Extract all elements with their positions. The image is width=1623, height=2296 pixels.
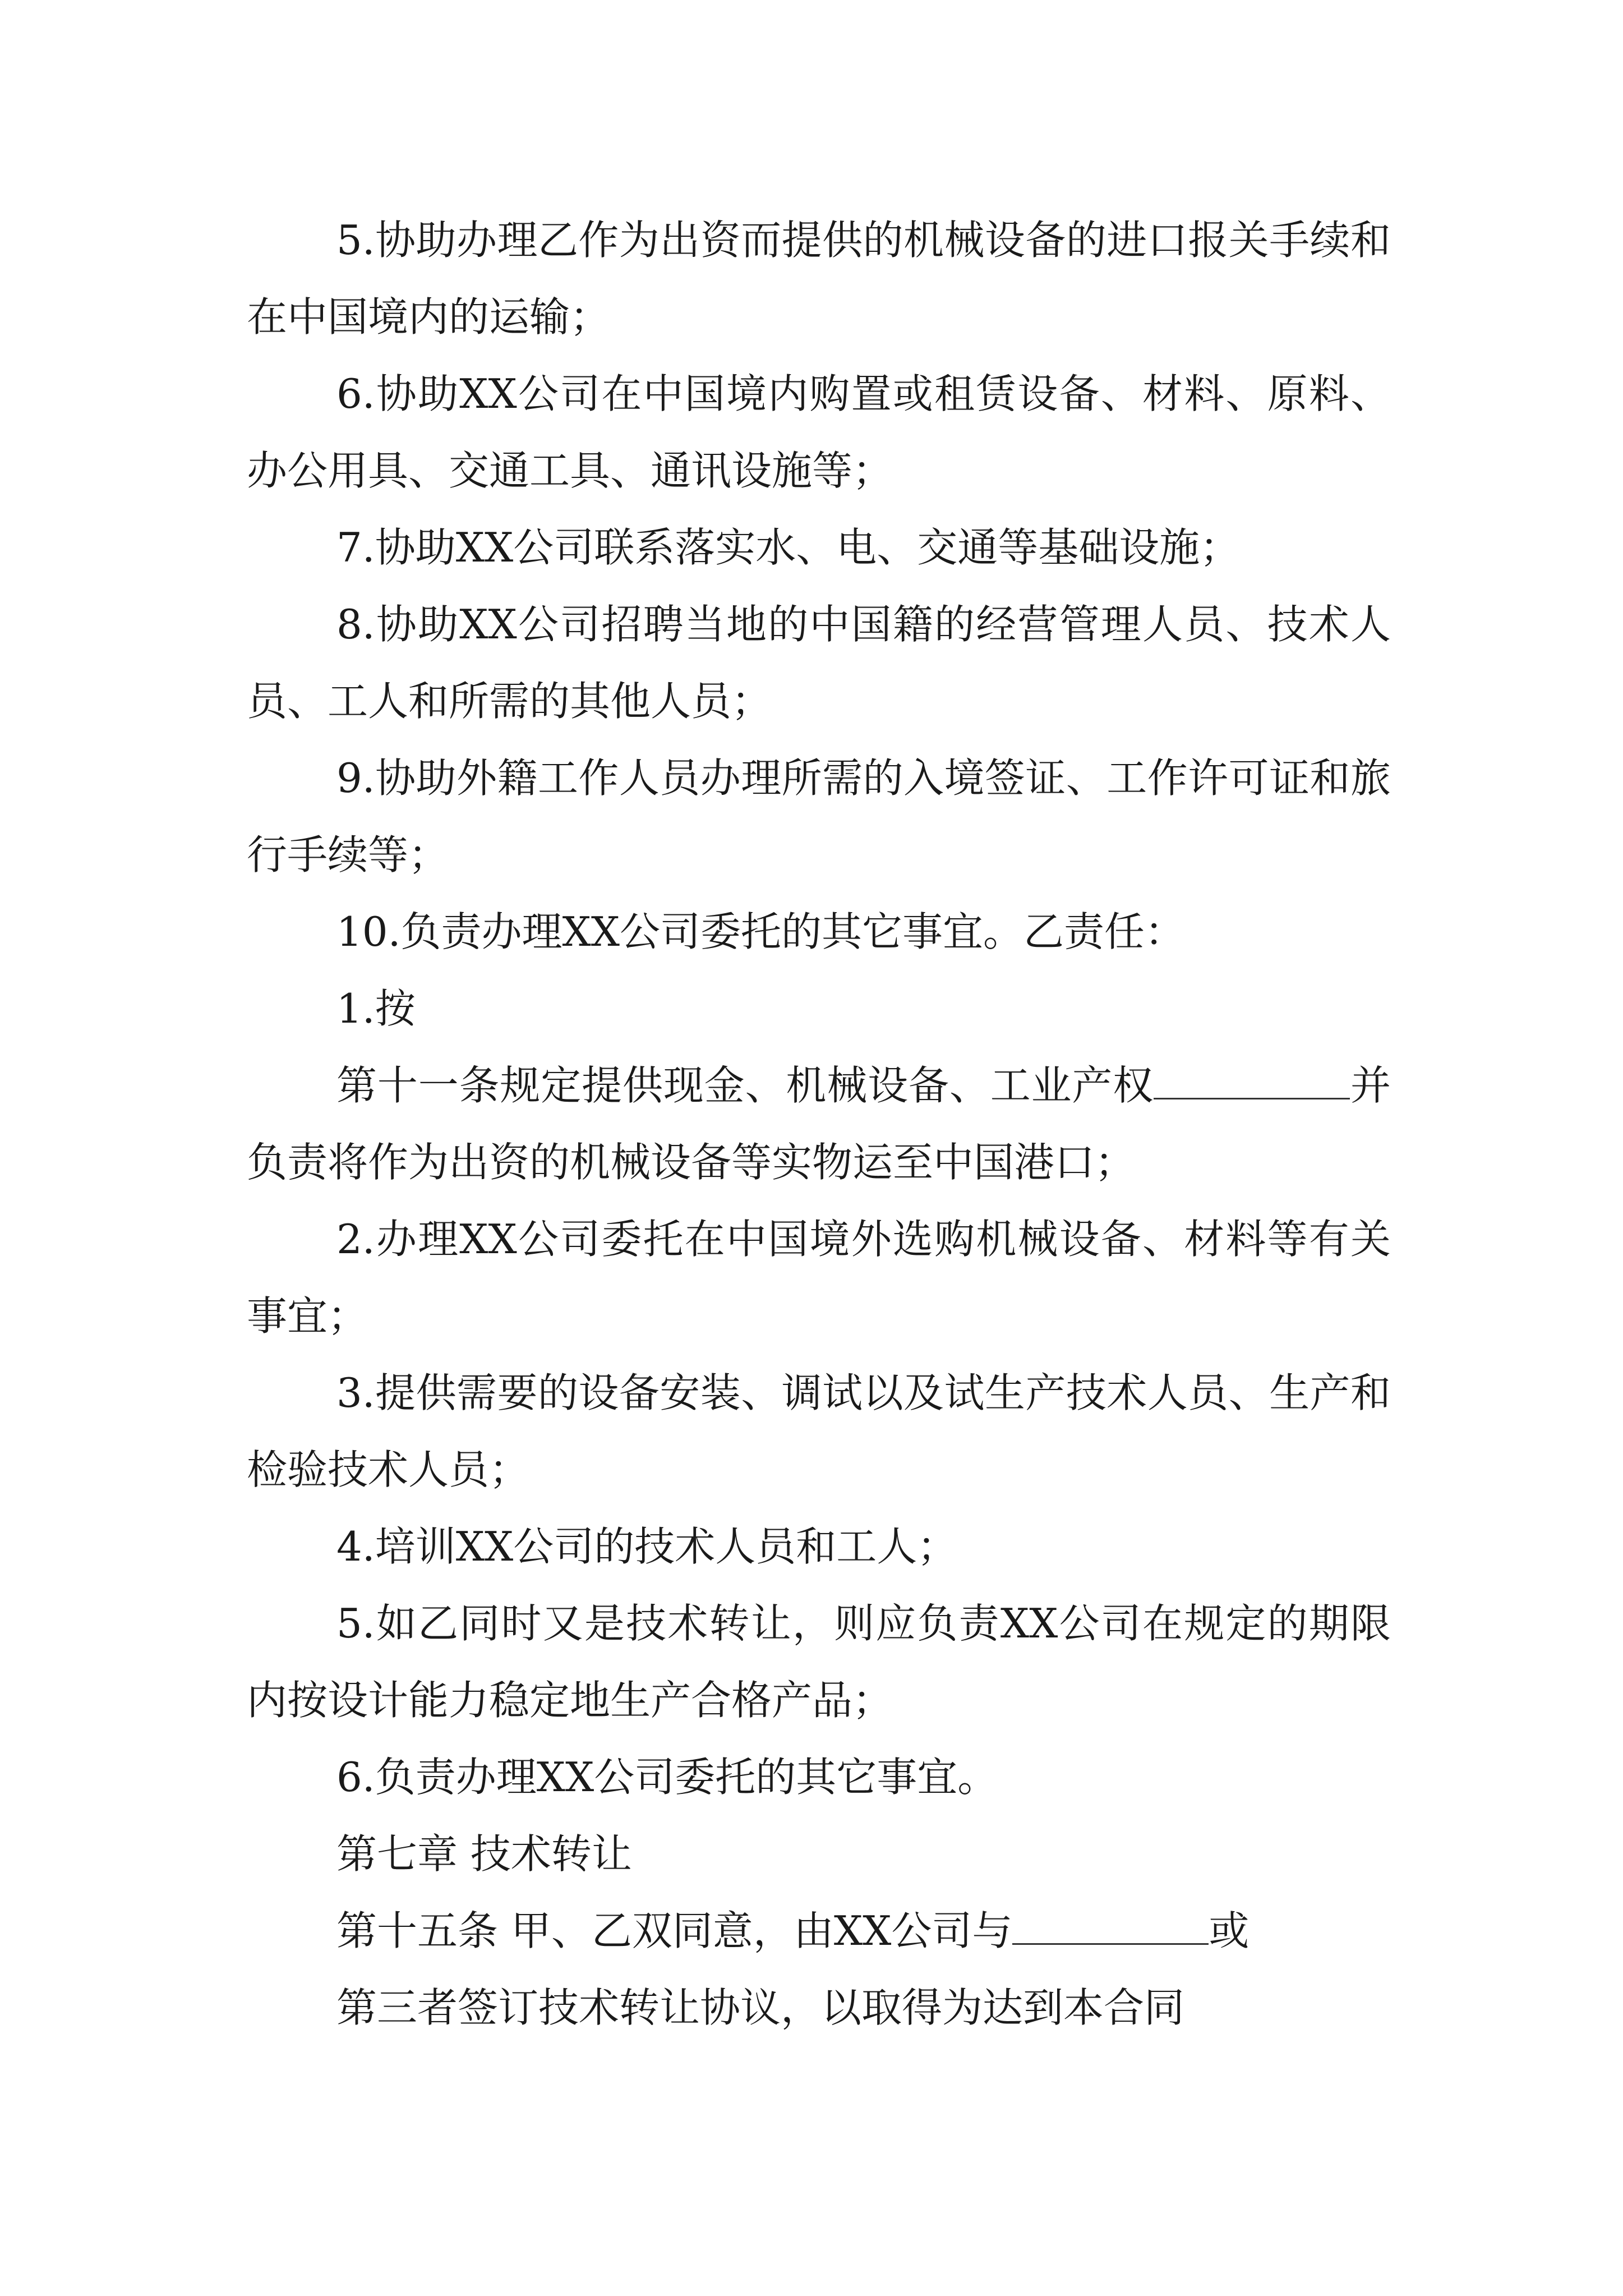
chapter-heading: 第七章 技术转让 xyxy=(336,1830,632,1878)
article-11-continuation: 并负责将作为出资的机械设备等实物运至中国港口； xyxy=(247,1062,1391,1186)
paragraph-b-item-2-purchase-abroad: 2.办理XX公司委托在中国境外选购机械设备、材料等有关事宜； xyxy=(247,1216,1391,1340)
paragraph-item-7-infrastructure: 7.协助XX公司联系落实水、电、交通等基础设施； xyxy=(336,524,1241,571)
paragraph-b-item-5-technology-transfer: 5.如乙同时又是技术转让，则应负责XX公司在规定的期限内按设计能力稳定地生产合格产品； xyxy=(247,1600,1391,1724)
paragraph-b-item-3-technicians: 3.提供需要的设备安装、调试以及试生产技术人员、生产和检验技术人员； xyxy=(247,1369,1391,1493)
paragraph-item-8-recruitment: 8.协助XX公司招聘当地的中国籍的经营管理人员、技术人员、工人和所需的其他人员； xyxy=(247,601,1391,725)
paragraph-item-5-import-customs: 5.协助办理乙作为出资而提供的机械设备的进口报关手续和在中国境内的运输； xyxy=(247,217,1391,341)
article-15-text: 第十五条 甲、乙双同意，由XX公司与 xyxy=(336,1907,1013,1954)
fill-in-blank-line xyxy=(1012,1910,1209,1945)
paragraph-third-party-agreement: 第三者签订技术转让协议，以取得为达到本合同 xyxy=(336,1984,1185,2031)
paragraph-b-item-6-other-matters: 6.负责办理XX公司委托的其它事宜。 xyxy=(336,1754,998,1801)
fill-in-blank-line xyxy=(1154,1064,1350,1099)
paragraph-b-item-4-training: 4.培训XX公司的技术人员和工人； xyxy=(336,1523,958,1570)
paragraph-b-item-1-start: 1.按 xyxy=(336,985,416,1032)
paragraph-article-15 xyxy=(247,1893,1391,1970)
paragraph-item-6-purchase-equipment: 6.协助XX公司在中国境内购置或租赁设备、材料、原料、办公用具、交通工具、通讯设施等； xyxy=(247,370,1391,494)
paragraph-article-11-provision xyxy=(247,1047,1391,1201)
document-page xyxy=(247,202,1391,2046)
article-11-text: 第十一条规定提供现金、机械设备、工业产权 xyxy=(336,1062,1154,1109)
paragraph-item-9-visa: 9.协助外籍工作人员办理所需的入境签证、工作许可证和旅行手续等； xyxy=(247,754,1391,878)
paragraph-item-10-other-matters: 10.负责办理XX公司委托的其它事宜。乙责任： xyxy=(336,908,1186,955)
article-15-or: 或 xyxy=(1209,1907,1249,1954)
